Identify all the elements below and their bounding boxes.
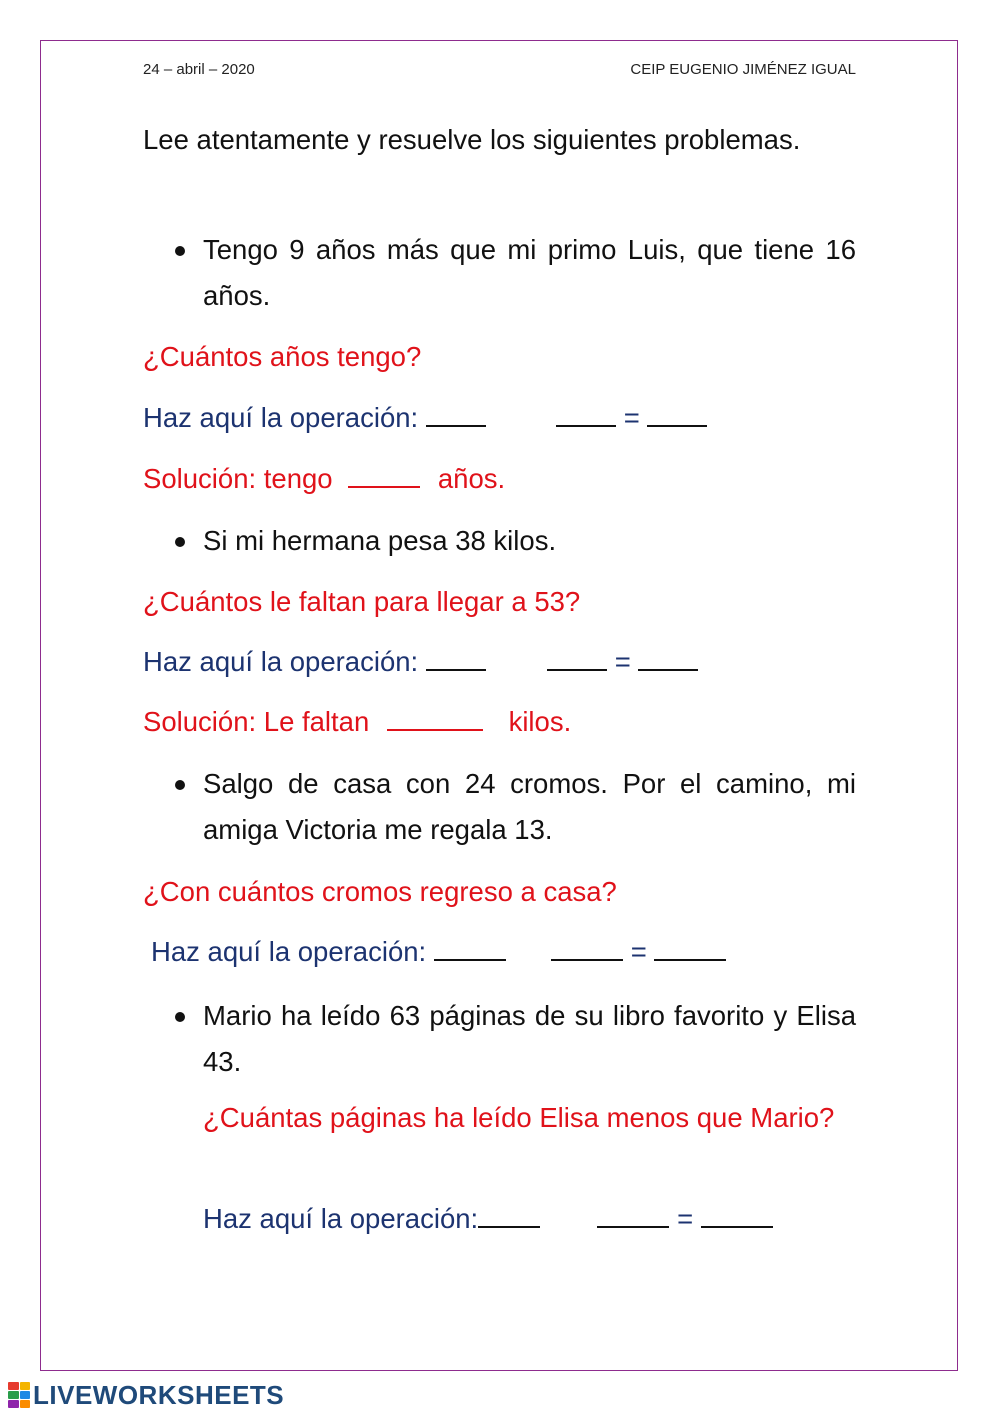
operation-label: Haz aquí la operación: [203, 1203, 479, 1234]
header-date: 24 – abril – 2020 [143, 61, 255, 78]
header-school: CEIP EUGENIO JIMÉNEZ IGUAL [630, 61, 856, 78]
operand-blank-1[interactable] [426, 649, 486, 671]
problem-3-statement: Salgo de casa con 24 cromos. Por el camino, mi amiga Victoria me regala 13. [203, 768, 856, 845]
problem-1-operation [143, 395, 856, 441]
operand-blank-2[interactable] [556, 405, 616, 427]
problem-2-statement: Si mi hermana pesa 38 kilos. [203, 525, 557, 556]
problem-3-question: ¿Con cuántos cromos regreso a casa? [143, 876, 617, 907]
problem-1-statement: Tengo 9 años más que mi primo Luis, que tiene 16 años. [203, 234, 856, 311]
problem-1-solution [143, 456, 856, 502]
bullet-icon [175, 246, 185, 256]
operation-label: Haz aquí la operación: [143, 402, 419, 433]
operand-blank-1[interactable] [478, 1206, 540, 1228]
problem-4-question: ¿Cuántas páginas ha leído Elisa menos que Mario? [203, 1102, 835, 1133]
bullet-icon [175, 1012, 185, 1022]
solution-blank[interactable] [348, 466, 420, 488]
operand-blank-2[interactable] [547, 649, 607, 671]
operand-blank-1[interactable] [426, 405, 486, 427]
equals-sign: = [623, 402, 640, 433]
bullet-icon [175, 537, 185, 547]
problem-3-operation [151, 929, 864, 975]
result-blank[interactable] [654, 939, 726, 961]
solution-suffix: años. [437, 463, 506, 494]
operand-blank-1[interactable] [434, 939, 506, 961]
solution-prefix: Solución: Le faltan [143, 706, 370, 737]
problem-4-operation [203, 1196, 856, 1242]
operation-label: Haz aquí la operación: [143, 646, 419, 677]
result-blank[interactable] [647, 405, 707, 427]
equals-sign: = [677, 1203, 694, 1234]
operand-blank-2[interactable] [597, 1206, 669, 1228]
liveworksheets-logo[interactable] [8, 1380, 284, 1410]
bullet-icon [175, 780, 185, 790]
logo-text: LIVEWORKSHEETS [33, 1379, 285, 1410]
intro-text: Lee atentamente y resuelve los siguientes problemas. [143, 124, 801, 155]
problem-2-operation [143, 639, 856, 685]
solution-suffix: kilos. [508, 706, 572, 737]
operation-label: Haz aquí la operación: [151, 936, 427, 967]
solution-blank[interactable] [387, 709, 483, 731]
result-blank[interactable] [701, 1206, 773, 1228]
problem-2-solution [143, 699, 856, 745]
problem-1-question: ¿Cuántos años tengo? [143, 341, 422, 372]
equals-sign: = [614, 646, 631, 677]
equals-sign: = [630, 936, 647, 967]
problem-4-statement: Mario ha leído 63 páginas de su libro favorito y Elisa 43. [203, 1000, 856, 1077]
result-blank[interactable] [638, 649, 698, 671]
operand-blank-2[interactable] [551, 939, 623, 961]
problem-2-question: ¿Cuántos le faltan para llegar a 53? [143, 586, 581, 617]
logo-icon [8, 1382, 30, 1408]
solution-prefix: Solución: tengo [143, 463, 333, 494]
